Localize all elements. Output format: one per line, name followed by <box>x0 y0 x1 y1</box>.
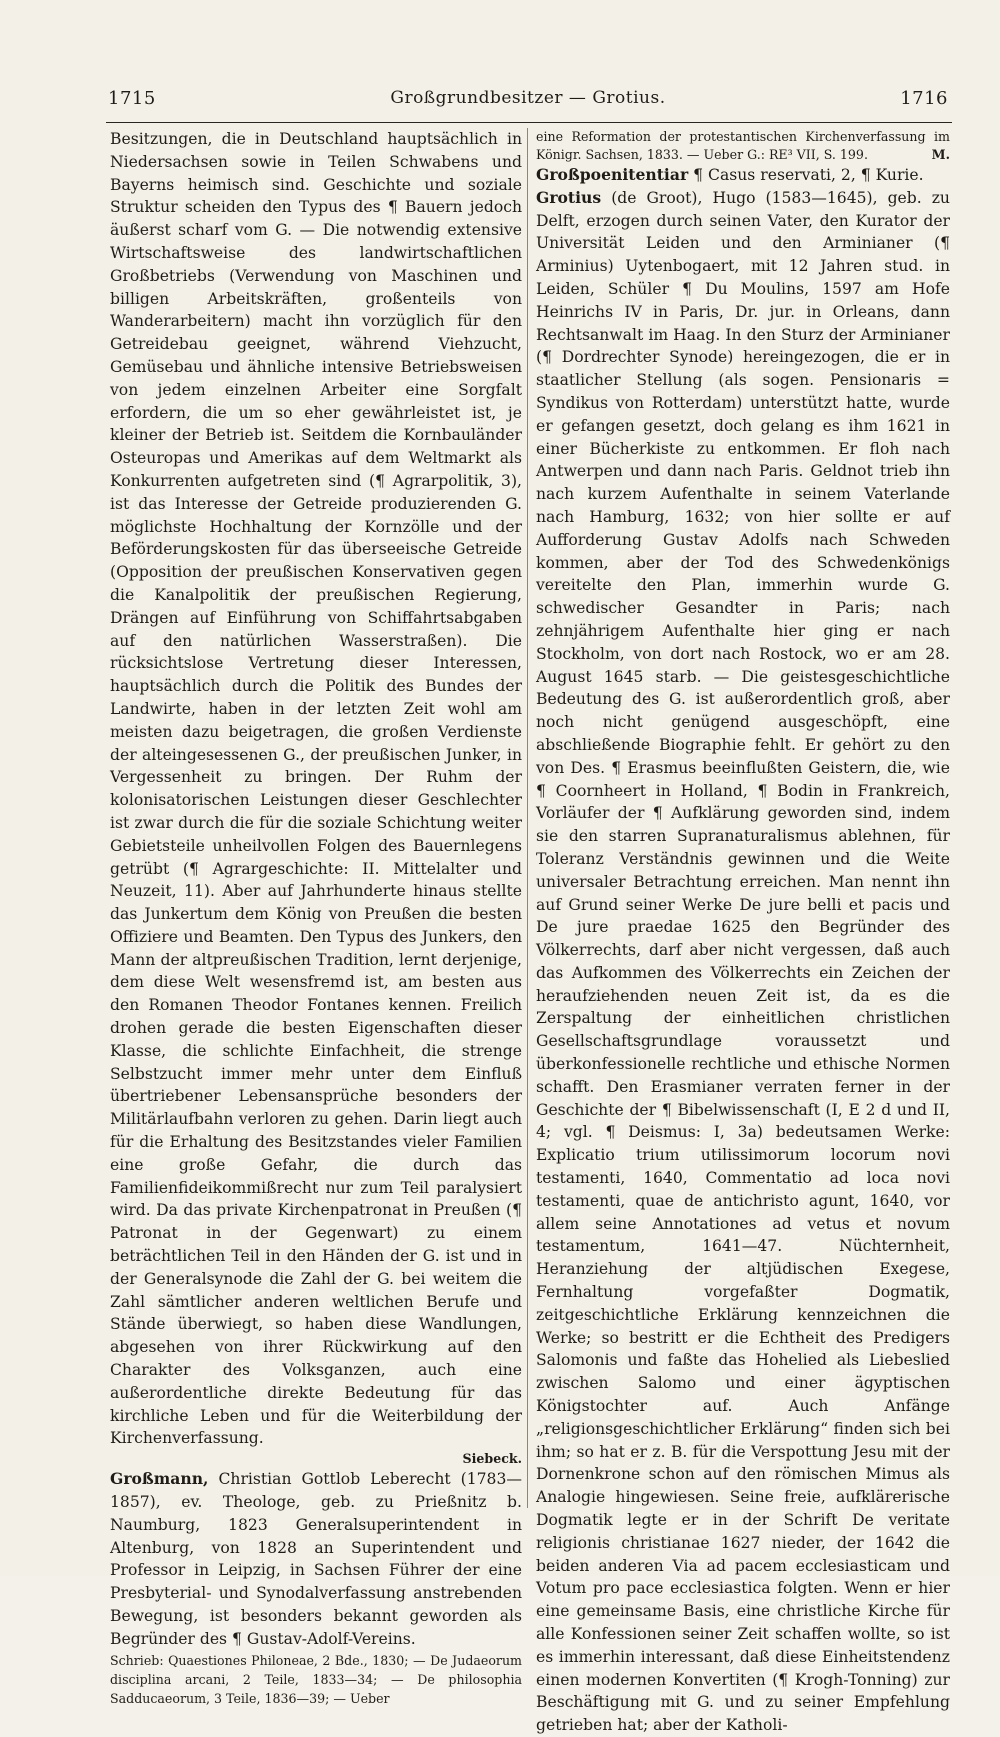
column-separator <box>527 128 528 1508</box>
page-number-left: 1715 <box>108 88 156 109</box>
author-signature: Siebeck. <box>462 1451 522 1467</box>
right-column <box>536 128 950 1737</box>
entry-head-grossmann: Großmann, <box>110 1469 209 1489</box>
entry-grosspoenitentiar <box>536 164 950 187</box>
entry-grotius <box>536 187 950 1737</box>
entry-head-grotius: Grotius <box>536 187 602 207</box>
entry-grossmann <box>110 1468 522 1650</box>
bibliography-continued <box>536 128 950 164</box>
running-title: Großgrundbesitzer — Grotius. <box>390 88 666 108</box>
entry-text-grosspoenitentiar: ¶ Casus reservati, 2, ¶ Kurie. <box>693 166 924 184</box>
bibliography-grossmann: Schrieb: Quaestiones Philoneae, 2 Bde., 1830; — De Judaeorum disciplina arcani, 2 Teile, 1833—34; — De philosophia Sadducaeorum, 3 Teile, 1836—39; — Ueber <box>110 1652 522 1706</box>
entry-head-grosspoenitentiar: Großpoenitentiar <box>536 165 689 184</box>
page-number-right: 1716 <box>900 88 948 109</box>
bibliography-signature: M. <box>931 147 950 162</box>
page-header <box>108 88 948 120</box>
header-rule <box>106 122 952 123</box>
entry-text-grossmann: Christian Gottlob Leberecht (1783—1857), ev. Theologe, geb. zu Prießnitz b. Naumburg, 1823 Generalsuperintendent in Altenburg, von 1828 an Superintendent und Professor in Leipzig, in Sachsen Führer der eine Presbyterial- und Synodalverfassung anstrebenden Bewegung, ist besonders bekannt geworden als Begründer des ¶ Gustav-Adolf-Vereins. <box>110 1470 522 1648</box>
entry-text-grossgrundbesitzer: Besitzungen, die in Deutschland hauptsächlich in Niedersachsen sowie in Teilen Schwabens und Bayerns heimisch sind. Geschichte und soziale Struktur scheiden den Typus des ¶ Bauern jedoch äußerst scharf vom G. — Die notwendig extensive Wirtschaftsweise des landwirtschaftlichen Großbetriebs (Verwendung von Maschinen und billigen Arbeitskräften, großenteils von Wanderarbeitern) macht ihn vorzüglich für den Getreidebau geeignet, während Viehzucht, Gemüsebau und ähnliche intensive Betriebsweisen von jedem einzelnen Arbeiter eine Sorgfalt erfordern, die um so eher gewährleistet ist, je kleiner der Betrieb ist. Seitdem die Kornbauländer Osteuropas und Amerikas auf dem Weltmarkt als Konkurrenten aufgetreten sind (¶ Agrarpolitik, 3), ist das Interesse der Getreide produzierenden G. möglichste Hochhaltung der Kornzölle und der Beförderungskosten für das überseeische Getreide (Opposition der preußischen Konservativen gegen die Kanalpolitik der preußischen Regierung, Drängen auf Einführung von Schiffahrtsabgaben auf den natürlichen Wasserstraßen). Die rücksichtslose Vertretung dieser Interessen, hauptsächlich durch die Politik des Bundes der Landwirte, haben in der letzten Zeit wohl am meisten dazu beigetragen, die großen Verdienste der alteingesessenen G., der preußischen Junker, in Vergessenheit zu bringen. Der Ruhm der kolonisatorischen Leistungen dieser Geschlechter ist zwar durch die für die soziale Schichtung weiter Gebietsteile unheilvollen Folgen des Bauernlegens getrübt (¶ Agrargeschichte: II. Mittelalter und Neuzeit, 11). Aber auf Jahrhunderte hinaus stellte das Junkertum dem König von Preußen die besten Offiziere und Beamten. Den Typus des Junkers, den Mann der altpreußischen Tradition, lernt derjenige, dem diese Welt wesensfremd ist, am besten aus den Romanen Theodor Fontanes kennen. Freilich drohen gerade die besten Eigenschaften dieser Klasse, die schlichte Einfachheit, die strenge Selbstzucht immer mehr unter dem Einfluß übertriebener Lebensansprüche besonders der Militärlaufbahn verloren zu gehen. Darin liegt auch für die Erhaltung des Besitzstandes vieler Familien eine große Gefahr, die durch das Familienfideikommißrecht nur zum Teil paralysiert wird. Da das private Kirchenpatronat in Preußen (¶ Patronat in der Gegenwart) zu einem beträchtlichen Teil in den Händen der G. ist und in der Generalsynode die Zahl der G. bei weitem die Zahl sämtlicher anderen weltlichen Berufe und Stände überwiegt, so haben diese Wandlungen, abgesehen von ihrer Rückwirkung auf den Charakter des Volksganzen, auch eine außerordentliche direkte Bedeutung für das kirchliche Leben und für die Weiterbildung der Kirchenverfassung. <box>110 130 522 1448</box>
entry-text-grotius: (de Groot), Hugo (1583—1645), geb. zu Delft, erzogen durch seinen Vater, den Kurator der Universität Leiden und den Arminianer (¶ Arminius) Uytenbogaert, mit 12 Jahren stud. in Leiden, Schüler ¶ Du Moulins, 1597 am Hofe Heinrichs IV in Paris, Dr. jur. in Orleans, dann Rechtsanwalt im Haag. In den Sturz der Arminianer (¶ Dordrechter Synode) hereingezogen, die er in staatlicher Stellung (als sogen. Pensionaris = Syndikus von Rotterdam) unterstützt hatte, wurde er gefangen gesetzt, doch gelang es ihm 1621 in einer Bücherkiste zu entkommen. Er floh nach Antwerpen und dann nach Paris. Geldnot trieb ihn nach kurzem Aufenthalte in seinem Vaterlande nach Hamburg, 1632; von hier sollte er auf Aufforderung Gustav Adolfs nach Schweden kommen, aber der Tod des Schwedenkönigs vereitelte den Plan, immerhin wurde G. schwedischer Gesandter in Paris; nach zehnjährigem Aufenthalte hier ging er nach Stockholm, von dort nach Rostock, wo er am 28. August 1645 starb. — Die geistesgeschichtliche Bedeutung des G. ist außerordentlich groß, aber noch nicht genügend ausgeschöpft, eine abschließende Biographie fehlt. Er gehört zu den von Des. ¶ Erasmus beeinflußten Geistern, die, wie ¶ Coornheert in Holland, ¶ Bodin in Frankreich, Vorläufer der ¶ Aufklärung geworden sind, indem sie den starren Supranaturalismus ablehnen, für Toleranz Verständnis gewinnen und die Weite universaler Betrachtung erreichen. Man nennt ihn auf Grund seiner Werke De jure belli et pacis und De jure praedae 1625 den Begründer des Völkerrechts, darf aber nicht vergessen, daß auch das Aufkommen des Völkerrechts ein Zeichen der heraufziehenden neuen Zeit ist, da es die Zerspaltung der einheitlichen christlichen Gesellschaftsgrundlage voraussetzt und überkonfessionelle rechtliche und ethische Normen schafft. Den Erasmianer verraten ferner in der Geschichte der ¶ Bibelwissenschaft (I, E 2 d und II, 4; vgl. ¶ Deismus: I, 3a) bedeutsamen Werke: Explicatio trium utilissimorum locorum novi testamenti, 1640, Commentatio ad loca novi testamenti, quae de antichristo agunt, 1640, vor allem seine Annotationes ad vetus et novum testamentum, 1641—47. Nüchternheit, Heranziehung der altjüdischen Exegese, Fernhaltung vorgefaßter Dogmatik, zeitgeschichtliche Erklärung kennzeichnen die Werke; so bestritt er die Echtheit des Predigers Salomonis und faßte das Hohelied als Liebeslied zwischen Salomo und einer ägyptischen Königstochter auf. Auch Anfänge „religionsgeschichtlicher Erklärung“ finden sich bei ihm; so hat er z. B. für die Verspottung Jesu mit der Dornenkrone schon auf den römischen Mimus als Analogie hingewiesen. Seine freie, aufklärerische Dogmatik legte er in der Schrift De veritate religionis christianae 1627 nieder, der 1642 die beiden anderen Via ad pacem ecclesiasticam und Votum pro pace ecclesiastica folgten. Wenn er hier eine gemeinsame Basis, eine christliche Kirche für alle Konfessionen seiner Zeit schaffen wollte, so ist es immerhin interessant, daß diese Einheitstendenz einen modernen Konvertiten (¶ Krogh-Tonning) zur Beschäftigung mit G. und zu seiner Empfehlung getrieben hat; aber der Katholi- <box>536 188 950 1735</box>
bibliography-continued-text: eine Reformation der protestantischen Kirchenverfassung im Königr. Sachsen, 1833. — Ueber G.: RE³ VII, S. 199. <box>536 129 950 162</box>
left-column <box>110 128 522 1708</box>
